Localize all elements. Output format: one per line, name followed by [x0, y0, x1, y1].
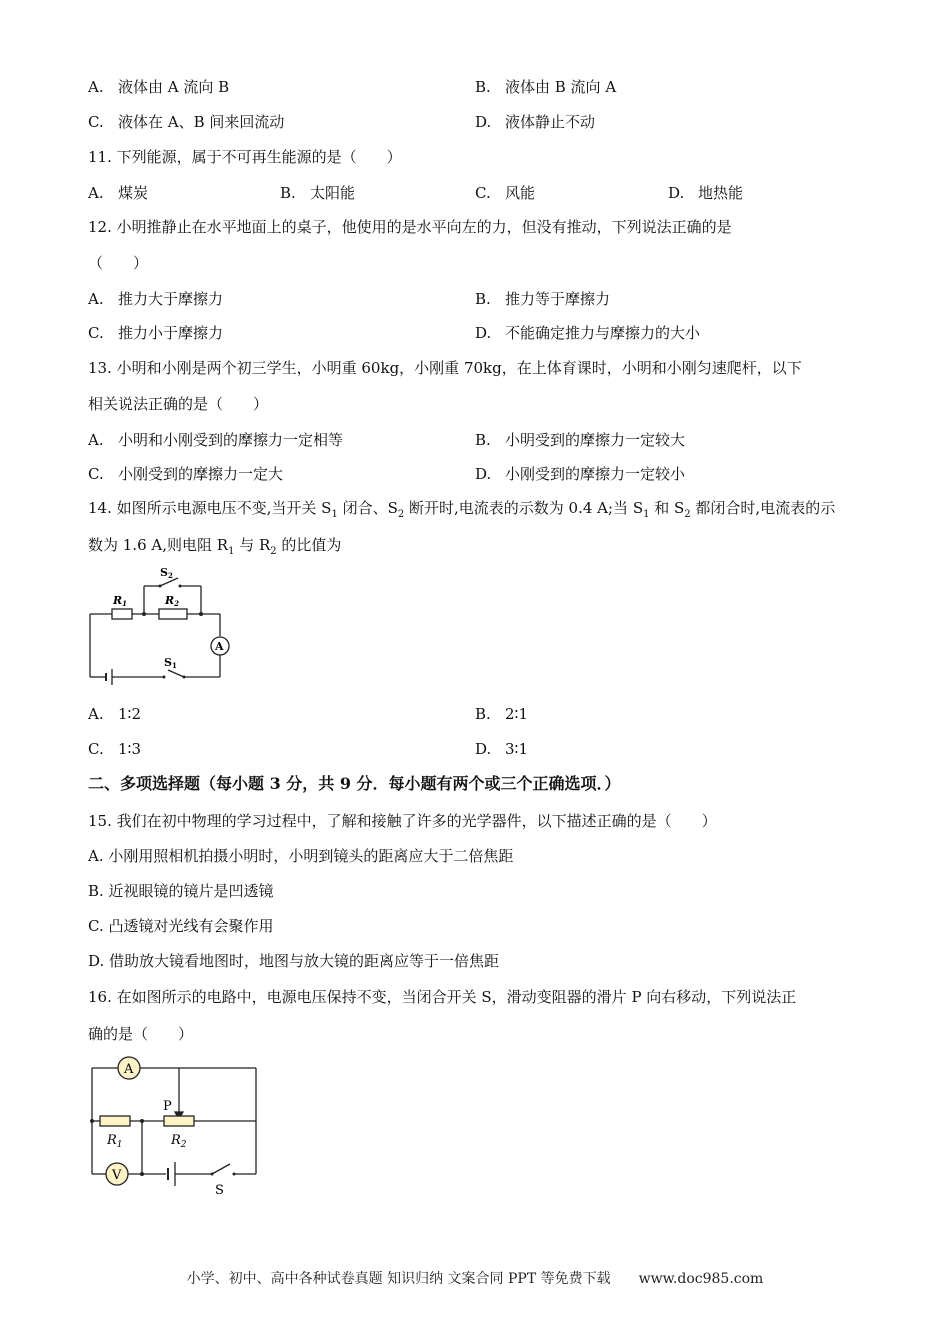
q15-stem: 15. 我们在初中物理的学习过程中，了解和接触了许多的光学器件，以下描述正确的是（ ）: [88, 812, 717, 830]
svg-text:R1: $R_1$: [107, 1133, 123, 1150]
svg-text:A: A: [215, 640, 224, 653]
q12-stem-line2: （ ）: [88, 254, 149, 272]
q12-option-b: B. 推力等于摩擦力: [475, 290, 611, 308]
q15-option-d: D. 借助放大镜看地图时，地图与放大镜的距离应等于一倍焦距: [88, 952, 500, 970]
q15-option-a: A. 小刚用照相机拍摄小明时，小明到镜头的距离应大于二倍焦距: [88, 847, 514, 865]
svg-text:S: S: [215, 1183, 224, 1198]
q13-option-d: D. 小刚受到的摩擦力一定较小: [475, 465, 686, 483]
q11-option-a: A. 煤炭: [88, 184, 149, 202]
q14-option-a: A. 1∶2: [88, 705, 141, 723]
r1-resistor: [112, 609, 132, 619]
r1-resistor: [100, 1116, 130, 1126]
q16-circuit-diagram: [84, 1052, 264, 1200]
q10-option-a: A. 液体由 A 流向 B: [88, 78, 230, 96]
q12-option-a: A. 推力大于摩擦力: [88, 290, 224, 308]
q15-option-b: B. 近视眼镜的镜片是凹透镜: [88, 882, 274, 900]
q14-option-d: D. 3∶1: [475, 740, 528, 758]
q10-option-c: C. 液体在 A、B 间来回流动: [88, 113, 285, 131]
svg-text:A: A: [124, 1062, 134, 1077]
q16-stem-line2: 确的是（ ）: [88, 1025, 194, 1043]
q14-circuit-diagram: [84, 562, 244, 692]
page-footer: 小学、初中、高中各种试卷真题 知识归纳 文案合同 PPT 等免费下载 www.doc985.com: [186, 1271, 764, 1287]
q14-stem-line1: 14. 如图所示电源电压不变,当开关 $S_1$ 闭合、$S_2$ 断开时,电流表的示数为 0.4 A;当 $S_1$ 和 $S_2$ 都闭合时,电流表的示: [88, 499, 836, 520]
q11-option-b: B. 太阳能: [280, 184, 356, 202]
q11-option-c: C. 风能: [475, 184, 536, 202]
q13-option-b: B. 小明受到的摩擦力一定较大: [475, 431, 686, 449]
q14-option-b: B. 2∶1: [475, 705, 528, 723]
svg-text:R1: R1: [113, 594, 128, 608]
q10-option-d: D. 液体静止不动: [475, 113, 596, 131]
s1-switch: [168, 670, 184, 677]
q11-stem: 11. 下列能源，属于不可再生能源的是（ ）: [88, 148, 402, 166]
svg-text:V: V: [112, 1168, 122, 1183]
r2-resistor: [164, 1116, 194, 1126]
r2-resistor: [159, 609, 187, 619]
svg-text:S1: S1: [164, 656, 177, 670]
q10-option-b: B. 液体由 B 流向 A: [475, 78, 617, 96]
q13-option-c: C. 小刚受到的摩擦力一定大: [88, 465, 284, 483]
section-2-heading: 二、多项选择题（每小题 3 分，共 9 分．每小题有两个或三个正确选项．）: [88, 774, 621, 793]
q12-option-c: C. 推力小于摩擦力: [88, 324, 224, 342]
svg-text:R2: R2: [165, 594, 180, 608]
q14-option-c: C. 1∶3: [88, 740, 141, 758]
svg-text:P: P: [163, 1099, 172, 1114]
q14-stem-line2: 数为 1.6 A,则电阻 $R_1$ 与 $R_2$ 的比值为: [88, 536, 342, 557]
svg-text:S2: S2: [160, 566, 173, 580]
q11-option-d: D. 地热能: [668, 184, 744, 202]
q12-stem-line1: 12. 小明推静止在水平地面上的桌子，他使用的是水平向左的力，但没有推动，下列说法正确的是: [88, 218, 732, 236]
q13-option-a: A. 小明和小刚受到的摩擦力一定相等: [88, 431, 344, 449]
s-switch: [212, 1164, 230, 1174]
q13-stem-line1: 13. 小明和小刚是两个初三学生，小明重 60kg，小刚重 70kg，在上体育课时，小明和小刚匀速爬杆，以下: [88, 359, 802, 377]
q13-stem-line2: 相关说法正确的是（ ）: [88, 395, 269, 413]
q15-option-c: C. 凸透镜对光线有会聚作用: [88, 917, 274, 935]
q12-option-d: D. 不能确定推力与摩擦力的大小: [475, 324, 701, 342]
svg-text:R2: $R_2$: [171, 1133, 187, 1150]
q16-stem-line1: 16. 在如图所示的电路中，电源电压保持不变，当闭合开关 S，滑动变阻器的滑片 P 向右移动，下列说法正: [88, 988, 797, 1006]
